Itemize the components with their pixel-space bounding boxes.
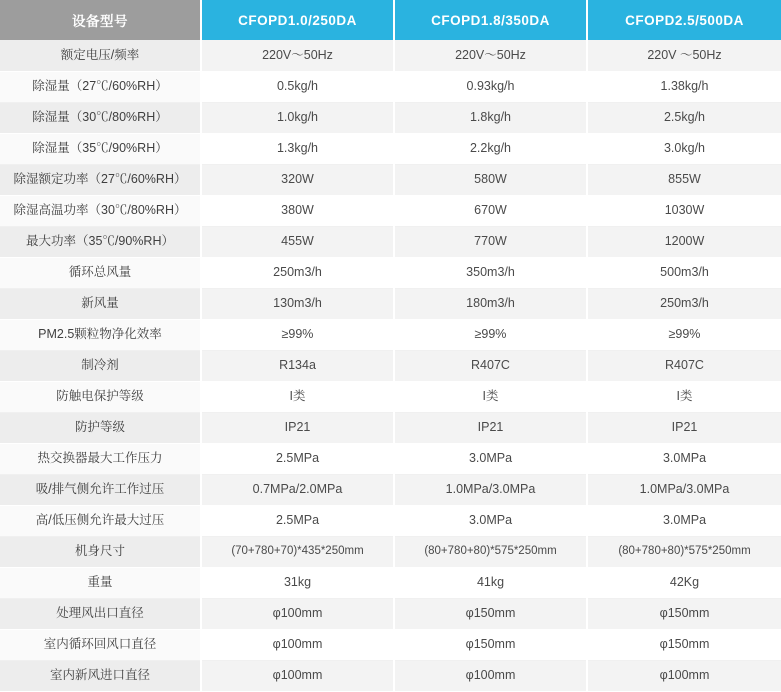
row-value-model-3: I类: [587, 381, 781, 412]
table-row: [0, 71, 781, 102]
row-value-model-1: 0.5kg/h: [201, 71, 394, 102]
row-label: 除湿额定功率（27℃/60%RH）: [0, 164, 201, 195]
table-row: [0, 443, 781, 474]
row-value-model-2: IP21: [394, 412, 587, 443]
row-value-model-3: 220V ～50Hz: [587, 40, 781, 71]
table-row: [0, 288, 781, 319]
row-value-model-3: 3.0MPa: [587, 505, 781, 536]
row-value-model-2: 3.0MPa: [394, 505, 587, 536]
row-value-model-3: 1.38kg/h: [587, 71, 781, 102]
table-row: [0, 505, 781, 536]
row-label: 机身尺寸: [0, 536, 201, 567]
row-value-model-1: φ100mm: [201, 660, 394, 691]
table-row: [0, 350, 781, 381]
row-value-model-3: 855W: [587, 164, 781, 195]
row-value-model-2: 3.0MPa: [394, 443, 587, 474]
row-value-model-2: 180m3/h: [394, 288, 587, 319]
column-header-model-3: CFOPD2.5/500DA: [587, 0, 781, 40]
table-row: [0, 164, 781, 195]
row-value-model-1: I类: [201, 381, 394, 412]
row-value-model-1: 2.5MPa: [201, 505, 394, 536]
row-value-model-3: ≥99%: [587, 319, 781, 350]
row-label: 防护等级: [0, 412, 201, 443]
table-row: [0, 598, 781, 629]
table-row: [0, 536, 781, 567]
row-value-model-1: 1.0kg/h: [201, 102, 394, 133]
table-row: [0, 102, 781, 133]
row-value-model-3: φ150mm: [587, 598, 781, 629]
row-value-model-1: (70+780+70)*435*250mm: [201, 536, 394, 567]
table-row: [0, 319, 781, 350]
row-label: 吸/排气侧允许工作过压: [0, 474, 201, 505]
row-value-model-3: 500m3/h: [587, 257, 781, 288]
row-label: 除湿量（30℃/80%RH）: [0, 102, 201, 133]
row-value-model-2: 0.93kg/h: [394, 71, 587, 102]
row-label: 室内循环回风口直径: [0, 629, 201, 660]
row-value-model-1: φ100mm: [201, 598, 394, 629]
row-value-model-2: 1.0MPa/3.0MPa: [394, 474, 587, 505]
table-row: [0, 40, 781, 71]
row-value-model-1: φ100mm: [201, 629, 394, 660]
row-value-model-3: φ100mm: [587, 660, 781, 691]
table-row: [0, 195, 781, 226]
table-row: [0, 567, 781, 598]
row-value-model-2: 770W: [394, 226, 587, 257]
row-value-model-2: 580W: [394, 164, 587, 195]
row-value-model-3: 1.0MPa/3.0MPa: [587, 474, 781, 505]
row-value-model-3: 42Kg: [587, 567, 781, 598]
table-row: [0, 133, 781, 164]
table-row: [0, 629, 781, 660]
row-value-model-3: 1200W: [587, 226, 781, 257]
row-label: 热交换器最大工作压力: [0, 443, 201, 474]
table-header: [0, 0, 781, 40]
row-value-model-3: 3.0kg/h: [587, 133, 781, 164]
row-label: 制冷剂: [0, 350, 201, 381]
row-value-model-1: 220V～50Hz: [201, 40, 394, 71]
row-label: 处理风出口直径: [0, 598, 201, 629]
column-header-spec-label: 设备型号: [0, 0, 201, 40]
row-value-model-2: φ150mm: [394, 598, 587, 629]
row-label: 最大功率（35℃/90%RH）: [0, 226, 201, 257]
row-value-model-2: 670W: [394, 195, 587, 226]
row-value-model-1: 380W: [201, 195, 394, 226]
row-label: 高/低压侧允许最大过压: [0, 505, 201, 536]
row-label: 除湿量（27℃/60%RH）: [0, 71, 201, 102]
row-value-model-1: 0.7MPa/2.0MPa: [201, 474, 394, 505]
row-value-model-1: 320W: [201, 164, 394, 195]
row-value-model-2: (80+780+80)*575*250mm: [394, 536, 587, 567]
table-row: [0, 412, 781, 443]
row-value-model-3: 250m3/h: [587, 288, 781, 319]
row-value-model-2: φ150mm: [394, 629, 587, 660]
row-value-model-1: 2.5MPa: [201, 443, 394, 474]
table-header-row: [0, 0, 781, 40]
row-value-model-1: 130m3/h: [201, 288, 394, 319]
row-value-model-3: 2.5kg/h: [587, 102, 781, 133]
table-row: [0, 226, 781, 257]
row-value-model-3: R407C: [587, 350, 781, 381]
row-value-model-2: R407C: [394, 350, 587, 381]
row-value-model-3: 1030W: [587, 195, 781, 226]
row-value-model-1: 455W: [201, 226, 394, 257]
row-value-model-1: IP21: [201, 412, 394, 443]
row-value-model-3: (80+780+80)*575*250mm: [587, 536, 781, 567]
table-row: [0, 381, 781, 412]
row-label: 新风量: [0, 288, 201, 319]
table-row: [0, 474, 781, 505]
row-label: 室内新风进口直径: [0, 660, 201, 691]
row-value-model-1: 1.3kg/h: [201, 133, 394, 164]
row-value-model-2: φ100mm: [394, 660, 587, 691]
row-value-model-1: 250m3/h: [201, 257, 394, 288]
row-label: 循环总风量: [0, 257, 201, 288]
column-header-model-1: CFOPD1.0/250DA: [201, 0, 394, 40]
row-value-model-3: φ150mm: [587, 629, 781, 660]
row-value-model-2: 2.2kg/h: [394, 133, 587, 164]
row-label: 重量: [0, 567, 201, 598]
table-row: [0, 257, 781, 288]
row-value-model-2: 41kg: [394, 567, 587, 598]
table-body: [0, 40, 781, 691]
row-value-model-3: 3.0MPa: [587, 443, 781, 474]
row-label: PM2.5颗粒物净化效率: [0, 319, 201, 350]
row-value-model-1: 31kg: [201, 567, 394, 598]
row-value-model-2: 1.8kg/h: [394, 102, 587, 133]
row-value-model-2: I类: [394, 381, 587, 412]
table-row: [0, 660, 781, 691]
row-label: 除湿高温功率（30℃/80%RH）: [0, 195, 201, 226]
row-value-model-2: 350m3/h: [394, 257, 587, 288]
row-value-model-2: 220V～50Hz: [394, 40, 587, 71]
row-value-model-1: R134a: [201, 350, 394, 381]
row-label: 除湿量（35℃/90%RH）: [0, 133, 201, 164]
row-value-model-3: IP21: [587, 412, 781, 443]
row-value-model-2: ≥99%: [394, 319, 587, 350]
column-header-model-2: CFOPD1.8/350DA: [394, 0, 587, 40]
row-label: 防触电保护等级: [0, 381, 201, 412]
row-label: 额定电压/频率: [0, 40, 201, 71]
row-value-model-1: ≥99%: [201, 319, 394, 350]
